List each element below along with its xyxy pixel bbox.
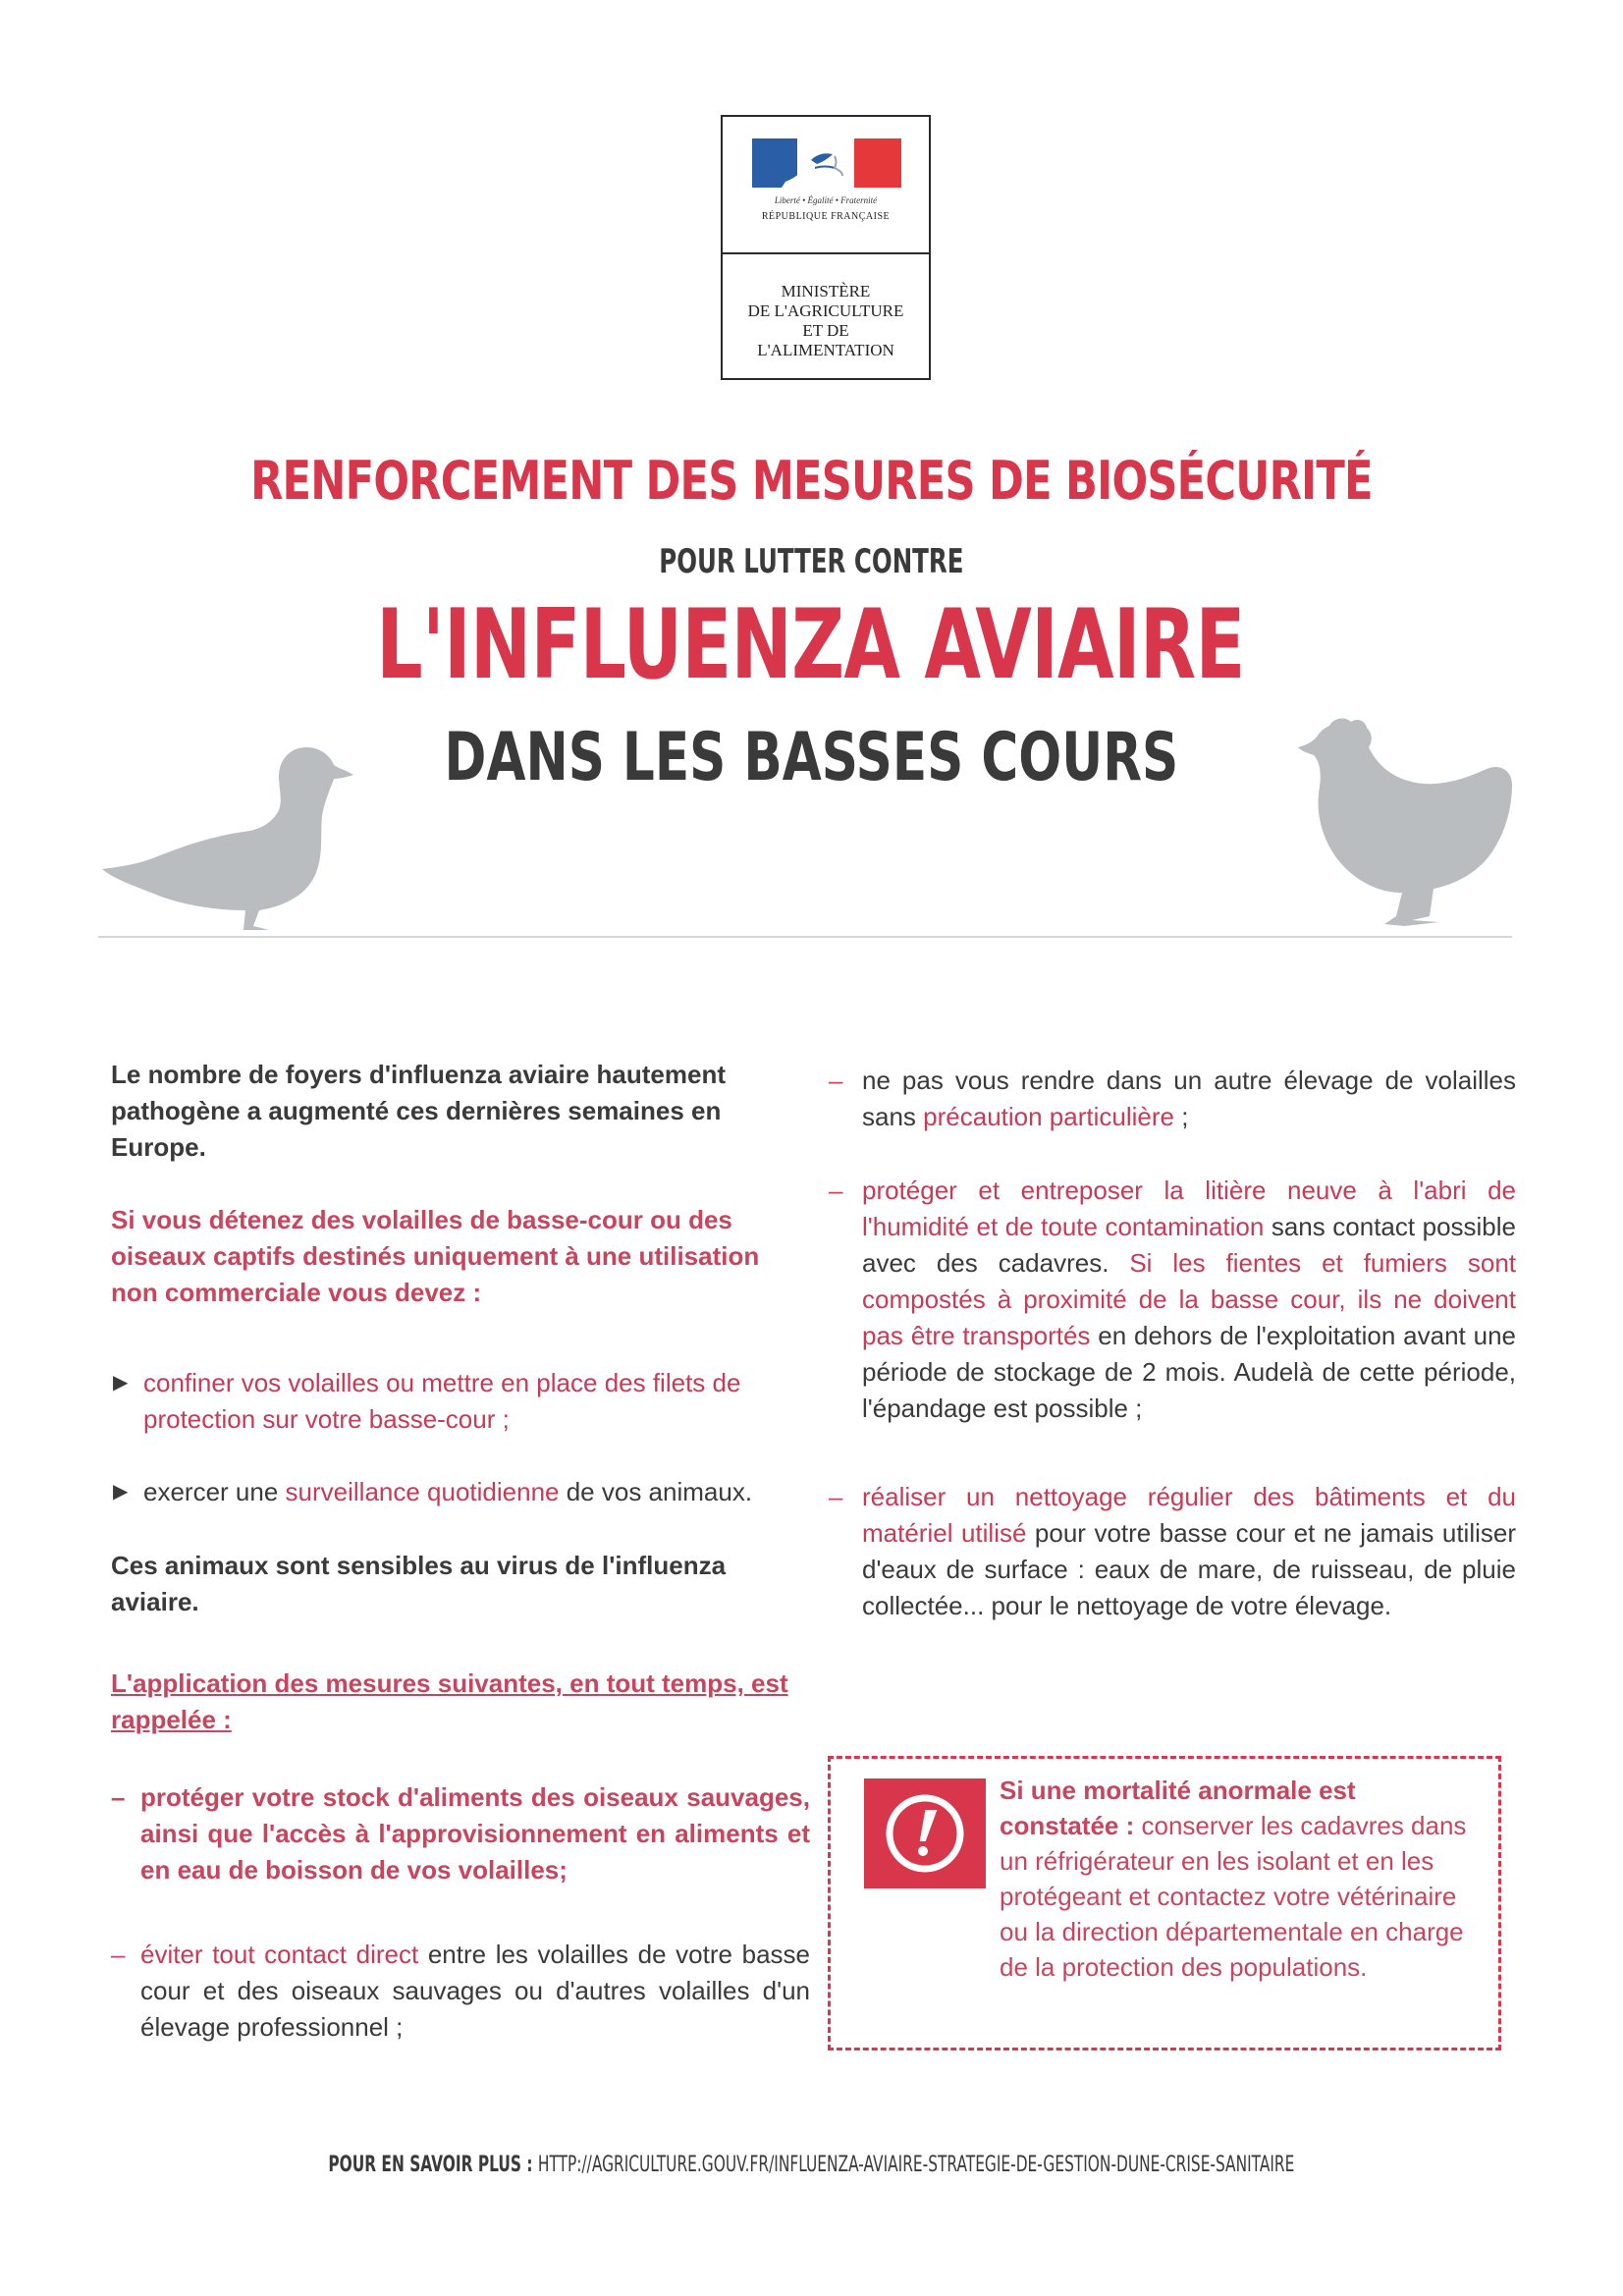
measure-text: entre les volailles de votre basse cour et des oiseaux sauvages ou d'autres volailles d'un élevage professionnel ; [140, 1940, 810, 2042]
dash-bullet-icon: – [111, 1782, 126, 1812]
republic-emblem [723, 117, 929, 254]
measure-text: protéger votre stock d'aliments des oiseaux sauvages, ainsi que l'accès à l'approvisionnement en aliments et en eau de boisson de vos volailles; [140, 1782, 810, 1885]
footer-label: POUR EN SAVOIR PLUS : [328, 2153, 538, 2177]
application-heading: L'application des mesures suivantes, en tout temps, est rappelée : [111, 1668, 788, 1734]
measure-highlight: protéger et entreposer la litière neuve à l'abri de l'humidité et de toute contamination [862, 1175, 1516, 1241]
measure-highlight: précaution particulière [923, 1102, 1174, 1131]
intro-paragraph: Le nombre de foyers d'influenza aviaire hautement pathogène a augmenté ces dernières semaines en Europe. [111, 1060, 727, 1162]
sensitive-paragraph: Ces animaux sont sensibles au virus de l'influenza aviaire. [111, 1551, 727, 1616]
ministry-line: MINISTÈRE [781, 282, 871, 301]
dash-bullet-icon: – [829, 1175, 843, 1205]
mortality-alert-box [828, 1756, 1501, 2050]
ground-line [98, 936, 1512, 938]
measure-text: sans contact possible avec des cadavres. [862, 1212, 1516, 1278]
measure-highlight: réaliser un nettoyage régulier des bâtiments et du matériel utilisé [862, 1482, 1516, 1548]
hen-silhouette-icon [1286, 712, 1522, 943]
ministry-name [723, 282, 929, 360]
ministry-line: ET DE [802, 321, 849, 340]
title-line-4: DANS LES BASSES COURS [444, 719, 1179, 796]
measure-feed-stock [111, 1779, 810, 1888]
ministry-line: L'ALIMENTATION [757, 341, 894, 359]
measure-highlight: Si les fientes et fumiers sont compostés à proximité de la basse cour, ils ne doivent pas être transportés [862, 1248, 1516, 1350]
bullet-highlight: surveillance quotidienne [285, 1477, 560, 1506]
measure-text: en dehors de l'exploitation avant une période de stockage de 2 mois. Audelà de cette période, l'épandage est possible ; [862, 1321, 1516, 1423]
alert-heading: Si une mortalité anormale est constatée : [1000, 1776, 1356, 1840]
alert-icon-background [864, 1778, 986, 1888]
alert-body: conserver les cadavres dans un réfrigérateur en les isolant et en les protégeant et contactez votre vétérinaire ou la direction départementale en charge de la protection des populations. [1000, 1811, 1467, 1982]
dash-bullet-icon: – [829, 1482, 843, 1511]
ministry-logo [721, 115, 931, 380]
measure-text: ; [1173, 1102, 1189, 1131]
bullet-text: de vos animaux. [559, 1477, 753, 1506]
title-line-2: POUR LUTTER CONTRE [659, 542, 964, 581]
holder-notice: Si vous détenez des volailles de basse-cour ou des oiseaux captifs destinés uniquement à une utilisation non commerciale vous devez : [111, 1205, 760, 1307]
title-line-3: L'INFLUENZA AVIAIRE [376, 589, 1245, 701]
measure-text: ne pas vous rendre dans un autre élevage de volailles sans [862, 1066, 1516, 1131]
republic-motto: Liberté • Égalité • Fraternité [774, 195, 878, 205]
measure-no-visit [829, 1063, 1516, 1135]
bullet-confine [111, 1365, 810, 1438]
dash-bullet-icon: – [829, 1066, 843, 1095]
ministry-line: DE L'AGRICULTURE [747, 301, 904, 320]
measure-text: pour votre basse cour et ne jamais utiliser d'eaux de surface : eaux de mare, de ruisseau, de pluie collectée... pour le nettoyage de votre élevage. [862, 1518, 1517, 1620]
bullet-surveillance [111, 1474, 810, 1510]
marianne-flag-icon [752, 138, 901, 190]
dash-bullet-icon: – [111, 1940, 126, 1969]
measure-avoid-contact [111, 1937, 810, 2046]
bullet-text: confiner vos volailles ou mettre en place des filets de protection sur votre basse-cour ; [143, 1368, 741, 1434]
exclamation-icon [864, 1778, 986, 1888]
bullet-text: exercer une [143, 1477, 286, 1506]
duck-silhouette-icon [96, 741, 371, 938]
republic-name: RÉPUBLIQUE FRANÇAISE [761, 211, 891, 222]
title-line-1: RENFORCEMENT DES MESURES DE BIOSÉCURITÉ [250, 450, 1373, 512]
triangle-bullet-icon: ▶ [113, 1372, 129, 1394]
measure-cleaning [829, 1479, 1517, 1624]
triangle-bullet-icon: ▶ [113, 1481, 129, 1503]
footer-more-info [243, 2153, 1380, 2177]
alert-text [1000, 1773, 1481, 1985]
measure-litter [829, 1173, 1516, 1427]
measure-highlight: éviter tout contact direct [140, 1940, 419, 1969]
footer-url-link[interactable]: HTTP://AGRICULTURE.GOUV.FR/INFLUENZA-AVIAIRE-STRATEGIE-DE-GESTION-DUNE-CRISE-SANITAIRE [537, 2153, 1295, 2177]
